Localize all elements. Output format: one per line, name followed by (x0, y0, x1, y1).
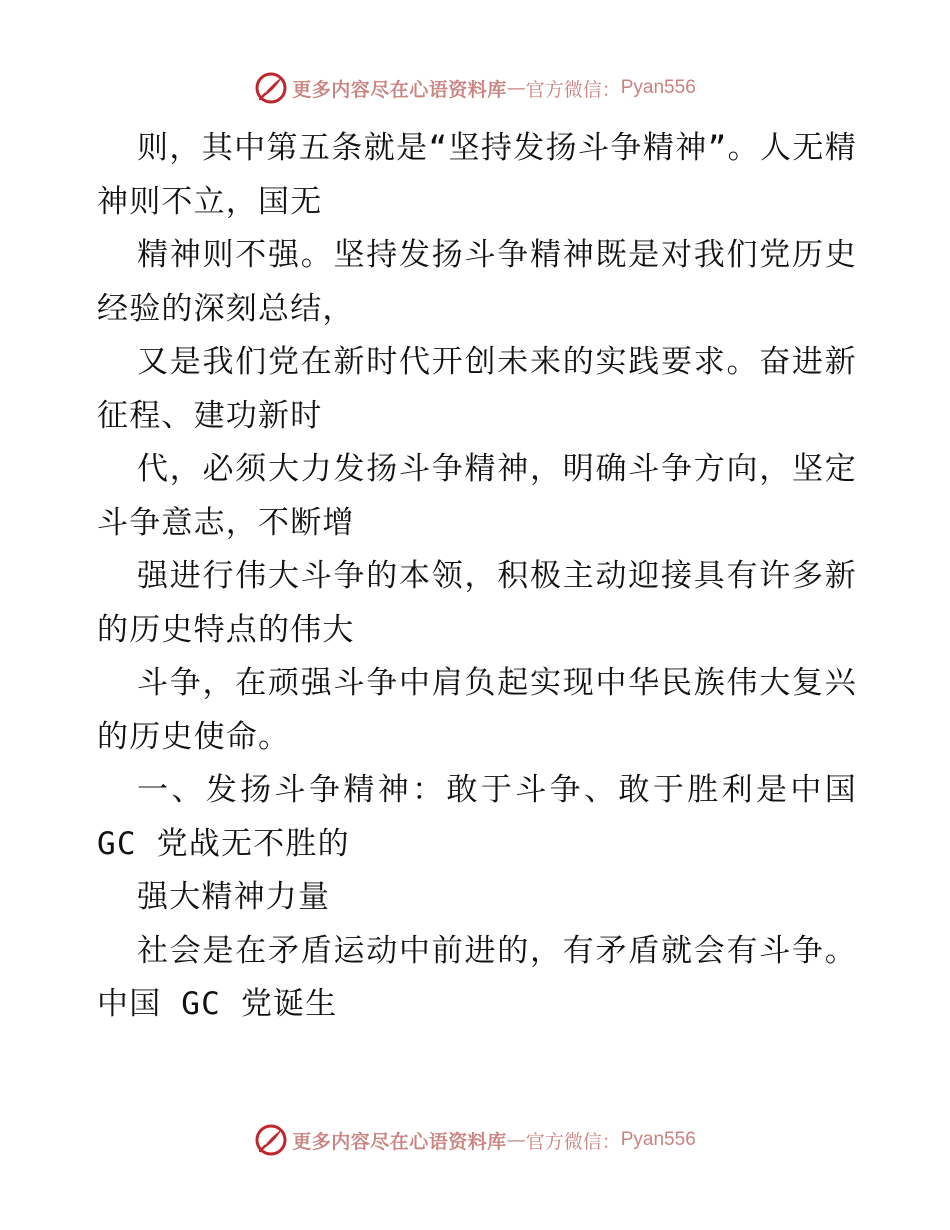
banner-wechat-id: Pyan556 (620, 77, 696, 98)
paragraph: 又是我们党在新时代开创未来的实践要求。奋进新征程、建功新时 (97, 344, 857, 434)
banner-separator: — (506, 1129, 526, 1151)
banner-wechat-label: 官方微信： (525, 78, 621, 101)
section-heading: 一、发扬斗争精神：敢于斗争、敢于胜利是中国 GC 党战无不胜的 (97, 772, 857, 862)
paragraph: 代，必须大力发扬斗争精神，明确斗争方向，坚定斗争意志，不断增 (97, 451, 857, 541)
banner-wechat-id: Pyan556 (620, 1129, 696, 1150)
paragraph: 精神则不强。坚持发扬斗争精神既是对我们党历史经验的深刻总结， (97, 237, 857, 327)
paragraph: 强进行伟大斗争的本领，积极主动迎接具有许多新的历史特点的伟大 (97, 558, 857, 648)
header-banner (0, 70, 950, 106)
banner-brand-text: 更多内容尽在心语资料库 (292, 1130, 507, 1153)
document-body (97, 122, 857, 1032)
paragraph: 斗争，在顽强斗争中肩负起实现中华民族伟大复兴的历史使命。 (97, 665, 857, 755)
paragraph: 则，其中第五条就是“坚持发扬斗争精神”。人无精神则不立，国无 (97, 130, 857, 220)
paragraph: 社会是在矛盾运动中前进的，有矛盾就会有斗争。中国 GC 党诞生 (97, 932, 857, 1022)
quill-pen-logo-icon (254, 1123, 288, 1157)
banner-separator: — (506, 77, 526, 99)
footer-banner (0, 1122, 950, 1158)
quill-pen-logo-icon (254, 71, 288, 105)
banner-brand-text: 更多内容尽在心语资料库 (292, 78, 507, 101)
banner-wechat-label: 官方微信： (525, 1130, 621, 1153)
section-heading-continued: 强大精神力量 (137, 879, 331, 915)
